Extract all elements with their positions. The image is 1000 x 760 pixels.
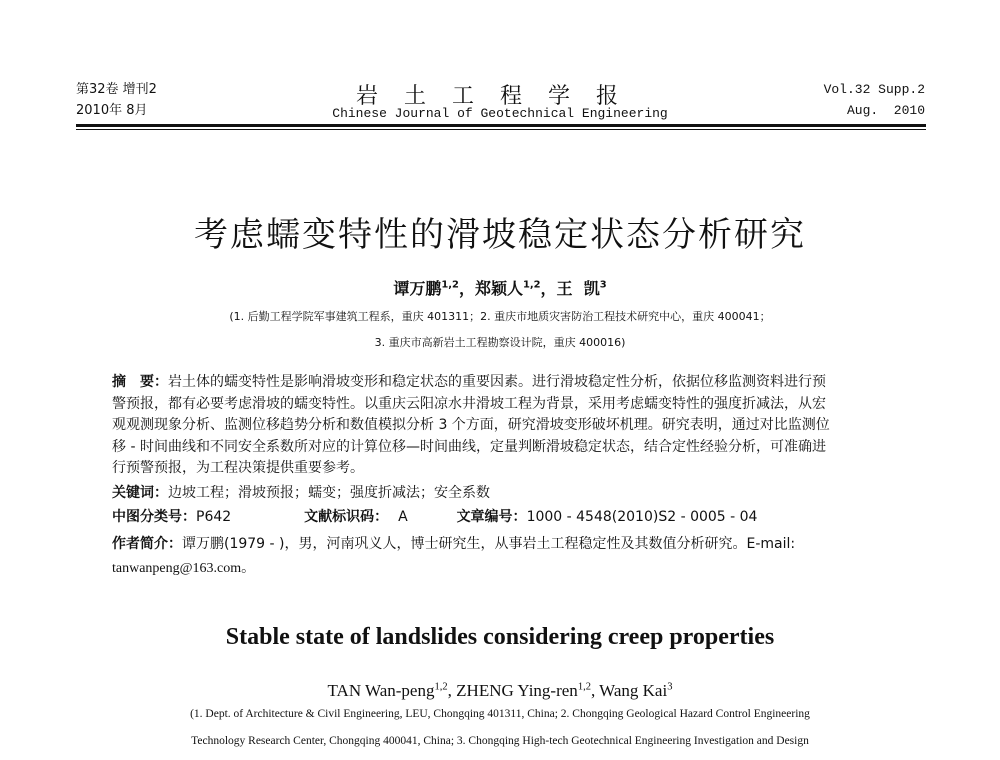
author-en-1: TAN Wan-peng (327, 681, 435, 700)
abstract-label: 摘 要： (112, 374, 168, 390)
abstract-cn (112, 372, 892, 480)
article-no-label: 文章编号： (456, 509, 527, 525)
affiliation-cn-line2: 3. 重庆市高新岩土工程勘察设计院，重庆 400016) (374, 336, 626, 349)
bio-label: 作者简介： (112, 536, 182, 552)
doc-code-value: A (398, 509, 408, 525)
affiliation-en-line2: Technology Research Center, Chongqing 400041, China; 3. Chongqing High-tech Geotechnical Engineering Investigation and Design (191, 735, 809, 747)
authors-cn (0, 276, 1000, 299)
author-cn-2: ，郑颖人 (458, 279, 523, 298)
abstract-line: 观观测现象分析、监测位移趋势分析和数值模拟分析 3 个方面，研究滑坡变形破坏机理。研究表明，通过对比监测位 (112, 417, 830, 433)
author-cn-2-affil: 1,2 (522, 279, 541, 291)
classification-row (112, 506, 912, 526)
authors-en (0, 681, 1000, 701)
clc-value: P642 (196, 509, 232, 525)
abstract-line: 行预警预报，为工程决策提供重要参考。 (112, 460, 364, 476)
author-en-3: , Wang Kai (590, 681, 668, 700)
publication-date-cn: 2010年 8月 (76, 103, 148, 118)
author-cn-1-affil: 1,2 (441, 279, 459, 291)
article-title-cn: 考虑蠕变特性的滑坡稳定状态分析研究 (194, 215, 806, 255)
bio-line: 谭万鹏(1979 - )，男，河南巩义人，博士研究生，从事岩土工程稳定性及其数值分析研究。E-mail: (182, 536, 796, 552)
journal-title-en: Chinese Journal of Geotechnical Engineering (332, 106, 668, 121)
article-title-en: Stable state of landslides considering creep properties (225, 624, 775, 650)
volume-supp-en: Vol.32 Supp.2 (823, 82, 925, 97)
article-no-value: 1000 - 4548(2010)S2 - 0005 - 04 (526, 509, 758, 525)
author-cn-3: ，王 凯 (540, 279, 600, 298)
affiliation-en-line1: (1. Dept. of Architecture & Civil Engineering, LEU, Chongqing 401311, China; 2. Chongqing Geological Hazard Control Engineering (190, 708, 810, 720)
clc-label: 中图分类号： (112, 509, 196, 525)
author-en-2: , ZHENG Ying-ren (447, 681, 578, 700)
abstract-line: 岩土体的蠕变特性是影响滑坡变形和稳定状态的重要因素。进行滑坡稳定性分析，依据位移监测资料进行预 (168, 374, 826, 390)
volume-issue: 第32卷 增刊2 (76, 82, 157, 97)
journal-title-cn: 岩土工程学报 (355, 84, 644, 109)
abstract-line: 警预报，都有必要考虑滑坡的蠕变特性。以重庆云阳凉水井滑坡工程为背景，采用考虑蠕变特性的强度折减法，从宏 (112, 395, 826, 412)
header-rule-thin (76, 129, 926, 130)
keywords-value: 边坡工程；滑坡预报；蠕变；强度折减法；安全系数 (168, 485, 490, 501)
author-en-2-affil: 1,2 (577, 681, 591, 693)
header-rule-thick (76, 124, 926, 127)
author-email: tanwanpeng@163.com。 (112, 561, 256, 576)
author-cn-3-affil: 3 (599, 279, 607, 291)
author-cn-1: 谭万鹏 (393, 279, 442, 298)
author-en-1-affil: 1,2 (434, 681, 448, 693)
doc-code-label: 文献标识码： (304, 509, 389, 525)
affiliation-cn-line1: (1. 后勤工程学院军事建筑工程系，重庆 401311；2. 重庆市地质灾害防治工程技术研究中心，重庆 400041； (229, 310, 771, 323)
keywords-cn (112, 482, 912, 502)
author-en-3-affil: 3 (667, 681, 673, 693)
abstract-line: 移 - 时间曲线和不同安全系数所对应的计算位移—时间曲线，定量判断滑坡稳定状态，结合定性经验分析，可准确进 (112, 438, 826, 455)
keywords-label: 关键词： (112, 485, 168, 501)
author-bio (112, 533, 892, 553)
publication-date-en: Aug. 2010 (846, 103, 925, 118)
